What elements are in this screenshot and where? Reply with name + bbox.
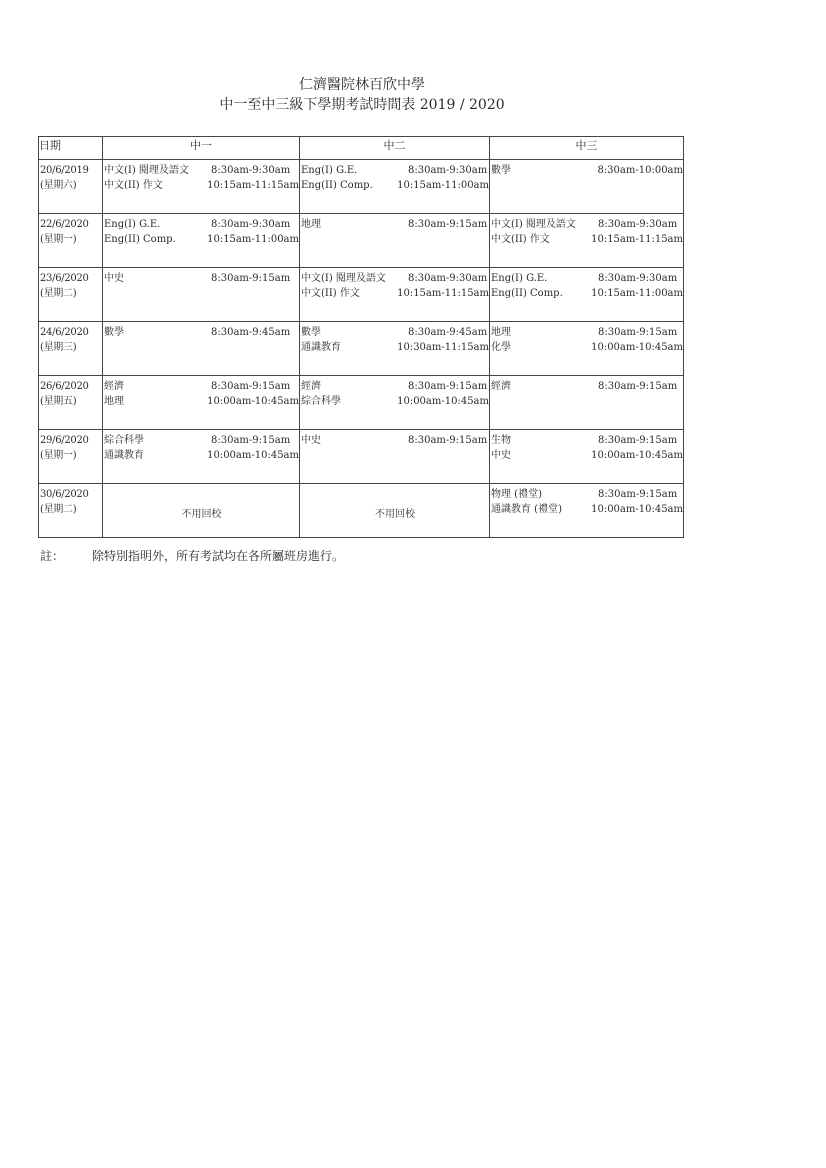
exam-subject: 化學: [491, 342, 511, 353]
form-schedule-cell: [300, 430, 490, 484]
exam-entry: [491, 340, 683, 355]
exam-time: 8:30am-9:30am: [408, 273, 488, 284]
form-schedule-cell: [300, 322, 490, 376]
exam-date: 24/6/2020: [40, 327, 89, 338]
form-schedule-cell: [103, 160, 300, 214]
exam-subject: 中文(I) 閱理及語文: [104, 165, 189, 176]
exam-subject: 中史: [104, 273, 124, 284]
form-schedule-cell: [300, 376, 490, 430]
exam-time: 10:00am-10:45am: [207, 450, 299, 461]
date-cell: [39, 322, 103, 376]
form-schedule-cell: [103, 268, 300, 322]
exam-entry: [104, 217, 299, 232]
form-schedule-cell: [103, 484, 300, 538]
form-schedule-cell: [103, 430, 300, 484]
exam-time: 8:30am-10:00am: [597, 165, 683, 176]
timetable-header-row: [39, 137, 684, 160]
exam-time: 8:30am-9:15am: [408, 219, 488, 230]
exam-weekday: (星期五): [40, 396, 77, 407]
form-schedule-cell: [300, 268, 490, 322]
table-row: [39, 430, 684, 484]
form-column-header: 中三: [490, 137, 684, 160]
exam-entry: [104, 448, 299, 463]
exam-subject: 經濟: [104, 381, 124, 392]
date-cell: [39, 214, 103, 268]
exam-time: 8:30am-9:15am: [408, 435, 488, 446]
form-column-header: 中一: [103, 137, 300, 160]
exam-subject: 經濟: [301, 381, 321, 392]
exam-weekday: (星期一): [40, 450, 77, 461]
exam-time: 8:30am-9:30am: [598, 273, 678, 284]
table-row: [39, 484, 684, 538]
exam-entry: [491, 433, 683, 448]
exam-time: 10:00am-10:45am: [207, 396, 299, 407]
exam-time: 8:30am-9:15am: [211, 435, 291, 446]
exam-entry: [491, 217, 683, 232]
exam-entry: [491, 286, 683, 301]
exam-entry: [301, 325, 489, 340]
exam-time: 10:00am-10:45am: [397, 396, 489, 407]
exam-subject: 數學: [301, 327, 321, 338]
exam-entry: [491, 448, 683, 463]
exam-weekday: (星期三): [40, 342, 77, 353]
exam-entry: [104, 178, 299, 193]
exam-entry: [301, 286, 489, 301]
form-column-header: 中二: [300, 137, 490, 160]
exam-subject: 地理: [491, 327, 511, 338]
exam-entry: [301, 163, 489, 178]
exam-time: 8:30am-9:30am: [598, 219, 678, 230]
exam-entry: [301, 379, 489, 394]
exam-time: 8:30am-9:15am: [598, 435, 678, 446]
table-row: [39, 322, 684, 376]
exam-time: 8:30am-9:45am: [408, 327, 488, 338]
exam-subject: 地理: [301, 219, 321, 230]
exam-date: 20/6/2019: [40, 165, 89, 176]
date-cell: [39, 376, 103, 430]
exam-time: 8:30am-9:30am: [408, 165, 488, 176]
form-schedule-cell: [103, 322, 300, 376]
exam-date: 30/6/2020: [40, 489, 89, 500]
form-schedule-cell: [490, 268, 684, 322]
exam-subject: 中史: [301, 435, 321, 446]
exam-date: 26/6/2020: [40, 381, 89, 392]
table-row: [39, 214, 684, 268]
exam-entry: [104, 163, 299, 178]
exam-subject: Eng(II) Comp.: [301, 180, 373, 191]
exam-time: 8:30am-9:30am: [211, 219, 291, 230]
exam-time: 10:15am-11:15am: [591, 234, 683, 245]
table-row: [39, 268, 684, 322]
exam-subject: 數學: [104, 327, 124, 338]
exam-weekday: (星期六): [40, 180, 77, 191]
exam-entry: [104, 271, 299, 286]
exam-entry: [491, 271, 683, 286]
exam-date: 22/6/2020: [40, 219, 89, 230]
table-row: [39, 376, 684, 430]
no-school-note: 不用回校: [375, 509, 415, 520]
exam-weekday: (星期一): [40, 234, 77, 245]
exam-time: 8:30am-9:15am: [211, 381, 291, 392]
exam-time: 8:30am-9:45am: [211, 327, 291, 338]
exam-subject: 通識教育 (禮堂): [491, 504, 562, 515]
exam-time: 10:15am-11:00am: [207, 234, 299, 245]
exam-subject: 數學: [491, 165, 511, 176]
no-school-note: 不用回校: [181, 509, 222, 520]
exam-weekday: (星期二): [40, 288, 77, 299]
exam-subject: 物理 (禮堂): [491, 489, 542, 500]
form-schedule-cell: [490, 160, 684, 214]
exam-entry: [301, 394, 489, 409]
exam-subject: 地理: [104, 396, 124, 407]
form-schedule-cell: [490, 430, 684, 484]
table-row: [39, 160, 684, 214]
form-schedule-cell: [490, 322, 684, 376]
exam-entry: [104, 232, 299, 247]
exam-time: 10:00am-10:45am: [591, 450, 683, 461]
exam-weekday: (星期二): [40, 504, 77, 515]
exam-subject: 生物: [491, 435, 511, 446]
exam-time: 10:30am-11:15am: [397, 342, 489, 353]
exam-time: 8:30am-9:15am: [598, 489, 678, 500]
exam-subject: 中文(I) 閱理及語文: [491, 219, 576, 230]
exam-time: 10:00am-10:45am: [591, 342, 683, 353]
exam-time: 8:30am-9:15am: [598, 327, 678, 338]
exam-subject: Eng(II) Comp.: [491, 288, 563, 299]
exam-subject: 中文(II) 作文: [104, 180, 163, 191]
exam-subject: Eng(I) G.E.: [301, 165, 358, 176]
exam-time: 10:15am-11:15am: [207, 180, 299, 191]
form-schedule-cell: [490, 214, 684, 268]
exam-entry: [491, 325, 683, 340]
exam-subject: 中史: [491, 450, 511, 461]
exam-entry: [104, 325, 299, 340]
exam-subject: 中文(I) 閱理及語文: [301, 273, 386, 284]
exam-subject: 綜合科學: [301, 396, 341, 407]
exam-entry: [104, 394, 299, 409]
exam-entry: [491, 163, 683, 178]
exam-subject: 經濟: [491, 381, 511, 392]
school-name: 仁濟醫院林百欣中學: [299, 77, 425, 93]
exam-time: 10:15am-11:15am: [397, 288, 489, 299]
date-cell: [39, 484, 103, 538]
exam-time: 10:15am-11:00am: [397, 180, 489, 191]
date-cell: [39, 430, 103, 484]
exam-subject: 中文(II) 作文: [301, 288, 360, 299]
exam-time: 8:30am-9:30am: [211, 165, 291, 176]
exam-entry: [104, 433, 299, 448]
exam-date: 29/6/2020: [40, 435, 89, 446]
form-schedule-cell: [490, 484, 684, 538]
exam-entry: [491, 487, 683, 502]
document-title: 中一至中三級下學期考試時間表 2019 / 2020: [219, 97, 505, 113]
exam-subject: Eng(I) G.E.: [491, 273, 548, 284]
date-cell: [39, 160, 103, 214]
exam-date: 23/6/2020: [40, 273, 89, 284]
exam-entry: [301, 433, 489, 448]
exam-entry: [301, 271, 489, 286]
exam-time: 8:30am-9:15am: [211, 273, 291, 284]
exam-entry: [491, 379, 683, 394]
exam-entry: [491, 232, 683, 247]
exam-time: 8:30am-9:15am: [408, 381, 488, 392]
exam-time: 8:30am-9:15am: [598, 381, 678, 392]
form-schedule-cell: [490, 376, 684, 430]
form-schedule-cell: [103, 376, 300, 430]
exam-subject: 通識教育: [301, 342, 341, 353]
exam-subject: 中文(II) 作文: [491, 234, 550, 245]
form-schedule-cell: [103, 214, 300, 268]
date-column-header: 日期: [39, 137, 103, 160]
exam-subject: Eng(II) Comp.: [104, 234, 176, 245]
footnote-label: 註：: [40, 549, 65, 563]
exam-entry: [301, 340, 489, 355]
date-cell: [39, 268, 103, 322]
exam-entry: [301, 178, 489, 193]
exam-entry: [301, 217, 489, 232]
exam-entry: [104, 379, 299, 394]
form-schedule-cell: [300, 160, 490, 214]
form-schedule-cell: [300, 484, 490, 538]
exam-subject: 綜合科學: [104, 435, 144, 446]
exam-time: 10:15am-11:00am: [591, 288, 683, 299]
exam-subject: 通識教育: [104, 450, 144, 461]
exam-time: 10:00am-10:45am: [591, 504, 683, 515]
form-schedule-cell: [300, 214, 490, 268]
exam-timetable: [38, 136, 684, 538]
exam-subject: Eng(I) G.E.: [104, 219, 161, 230]
exam-entry: [491, 502, 683, 517]
footnote-text: 除特別指明外，所有考試均在各所屬班房進行。: [92, 549, 345, 563]
